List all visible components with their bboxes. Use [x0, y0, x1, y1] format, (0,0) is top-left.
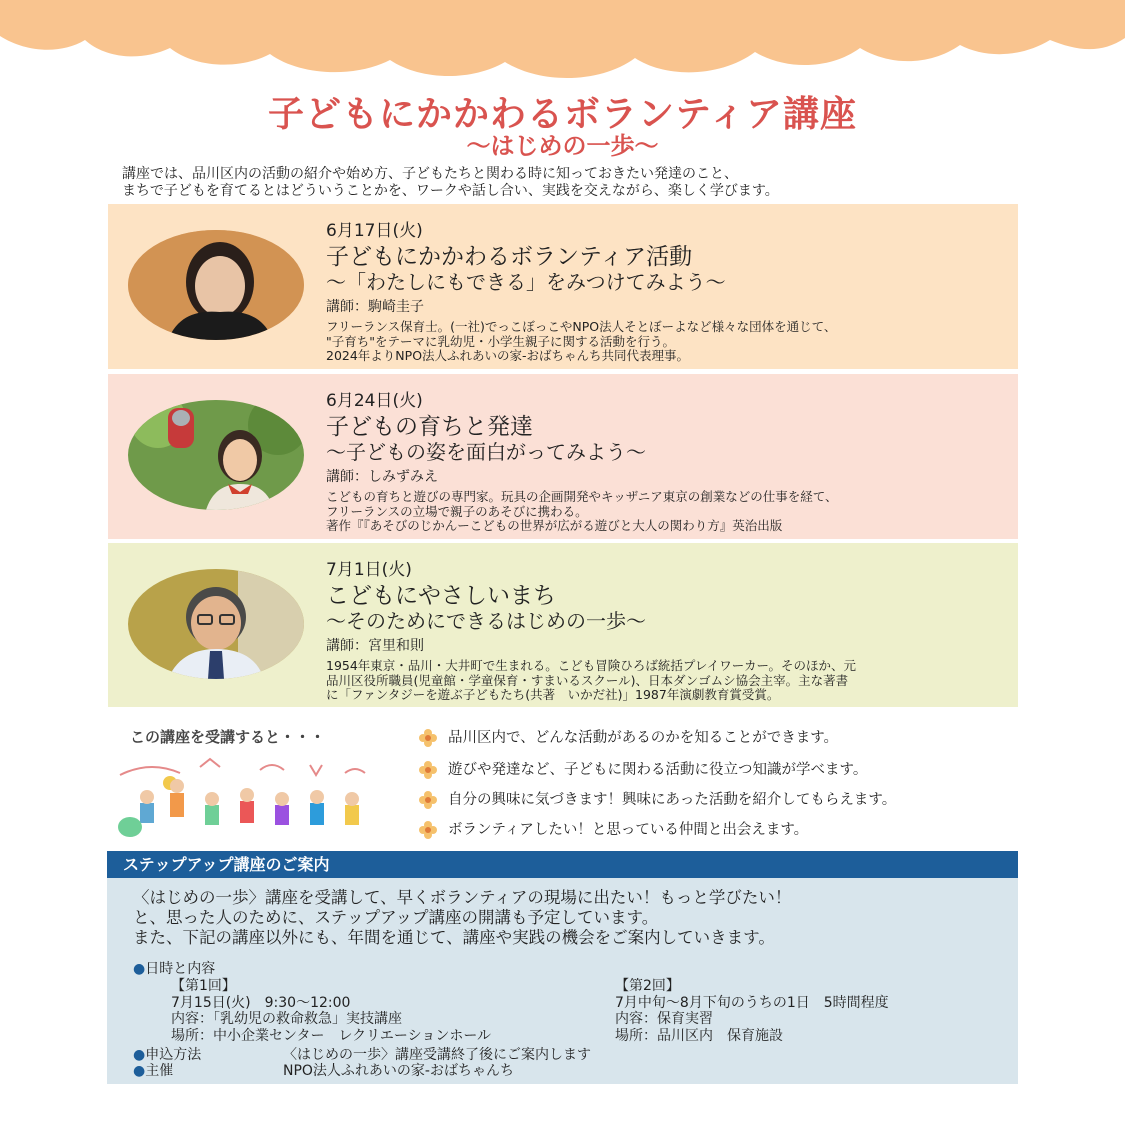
bio-line: こどもの育ちと遊びの専門家。玩具の企画開発やキッザニア東京の創業などの仕事を経て、 — [326, 489, 838, 504]
instructor-photo — [128, 230, 304, 340]
instructor-bio — [326, 320, 1006, 364]
flower-icon — [418, 760, 438, 780]
second-content: 内容：保育実習 — [615, 1011, 713, 1027]
session-subtitle: 〜「わたしにもできる」をみつけてみよう〜 — [326, 270, 726, 294]
first-place: 場所：中小企業センター レクリエーションホール — [171, 1027, 492, 1044]
benefit-text: 自分の興味に気づきます！興味にあった活動を紹介してもらえます。 — [448, 792, 897, 808]
stepup-line: と、思った人のために、ステップアップ講座の開講も予定しています。 — [133, 908, 659, 927]
session-date: 6月17日(火) — [326, 221, 423, 241]
stepup-text — [133, 888, 1003, 948]
intro-line: 講座では、品川区内の活動の紹介や始め方、子どもたちと関わる時に知っておきたい発達のこと、 — [122, 166, 738, 182]
benefit-text: ボランティアしたい！と思っている仲間と出会えます。 — [448, 822, 809, 838]
session-card-1 — [108, 204, 1018, 369]
bullet-icon: ● — [133, 1047, 146, 1063]
stepup-body — [107, 878, 1018, 1084]
bio-line: 2024年よりNPO法人ふれあいの家-おばちゃんち共同代表理事。 — [326, 348, 690, 363]
second-session-info — [615, 978, 889, 1044]
second-label: 【第2回】 — [615, 978, 680, 994]
benefit-text: 遊びや発達など、子どもに関わる活動に役立つ知識が学べます。 — [448, 762, 868, 778]
stepup-line: 〈はじめの一歩〉講座を受講して、早くボランティアの現場に出たい！もっと学びたい！ — [133, 888, 792, 907]
instructor-photo — [128, 569, 304, 679]
session-card-2 — [108, 374, 1018, 539]
flower-icon — [418, 728, 438, 748]
bullet-icon: ● — [133, 961, 146, 977]
first-session-info — [171, 978, 491, 1044]
session-title: こどもにやさしいまち — [326, 583, 556, 609]
intro-text — [122, 166, 1022, 200]
session-card-3 — [108, 543, 1018, 707]
flower-icon — [418, 820, 438, 840]
apply-value: 〈はじめの一歩〉講座受講終了後にご案内します — [283, 1047, 591, 1063]
benefit-item — [418, 758, 867, 780]
instructor-photo — [128, 400, 304, 510]
intro-line: まちで子どもを育てるとはどういうことかを、ワークや話し合い、実践を交えながら、楽しく学びます。 — [122, 183, 779, 199]
session-instructor: 講師：駒崎圭子 — [326, 299, 424, 315]
first-datetime: 7月15日(火) 9:30〜12:00 — [171, 994, 351, 1011]
host — [133, 1060, 173, 1080]
bio-line: 1954年東京・品川・大井町で生まれる。こども冒険ひろば統括プレイワーカー。そのほか、元 — [326, 658, 856, 673]
session-subtitle: 〜そのためにできるはじめの一歩〜 — [326, 609, 646, 633]
session-title: 子どもにかかわるボランティア活動 — [326, 244, 693, 270]
stepup-heading: ステップアップ講座のご案内 — [107, 851, 1018, 878]
benefit-item — [418, 726, 838, 748]
bio-line: "子育ち"をテーマに乳幼児・小学生親子に関する活動を行う。 — [326, 333, 676, 349]
children-illustration — [110, 755, 385, 845]
page-title: 子どもにかかわるボランティア講座 — [267, 94, 858, 135]
bio-line: に「ファンタジーを遊ぶ子どもたち(共著 いかだ社)」1987年演劇教育賞受賞。 — [326, 687, 780, 702]
stepup-line: また、下記の講座以外にも、年間を通じて、講座や実践の機会をご案内していきます。 — [133, 928, 775, 947]
bullet-icon: ● — [133, 1063, 146, 1079]
host-label: 主催 — [145, 1063, 174, 1079]
session-date: 7月1日(火) — [326, 560, 412, 580]
session-subtitle: 〜子どもの姿を面白がってみよう〜 — [326, 440, 646, 464]
second-datetime: 7月中旬〜8月下旬のうちの1日 5時間程度 — [615, 994, 889, 1011]
apply-label: 申込方法 — [145, 1047, 202, 1063]
session-title: 子どもの育ちと発達 — [326, 414, 533, 440]
bio-line: フリーランスの立場で親子のあそびに携わる。 — [326, 503, 588, 519]
host-value: NPO法人ふれあいの家-おばちゃんち — [283, 1063, 514, 1079]
page-subtitle: 〜はじめの一歩〜 — [466, 132, 659, 160]
bio-line: 著作『『あそびのじかんーこどもの世界が広がる遊びと大人の関わり方』英治出版 — [326, 518, 783, 533]
first-content: 内容：「乳幼児の救命救急」実技講座 — [171, 1011, 402, 1027]
session-date: 6月24日(火) — [326, 391, 423, 411]
cloud-header-decoration — [0, 0, 1125, 90]
instructor-bio — [326, 490, 1006, 534]
session-instructor: 講師：しみずみえ — [326, 469, 438, 485]
second-place: 場所：品川区内 保育施設 — [615, 1027, 783, 1044]
instructor-bio — [326, 659, 1006, 703]
benefit-item — [418, 788, 896, 810]
benefits-heading: この講座を受講すると・・・ — [130, 728, 326, 746]
benefit-item — [418, 818, 808, 840]
bio-line: 品川区役所職員(児童館・学童保育・すまいるスクール)、日本ダンゴムシ協会主宰。主な著書 — [326, 672, 849, 688]
session-instructor: 講師：宮里和則 — [326, 638, 424, 654]
schedule-label: ●日時と内容 — [133, 961, 216, 977]
bio-line: フリーランス保育士。(一社)でっこぼっこやNPO法人そとぼーよなど様々な団体を通じて、 — [326, 319, 837, 334]
flower-icon — [418, 790, 438, 810]
first-label: 【第1回】 — [171, 978, 236, 994]
benefit-text: 品川区内で、どんな活動があるのかを知ることができます。 — [448, 730, 839, 746]
